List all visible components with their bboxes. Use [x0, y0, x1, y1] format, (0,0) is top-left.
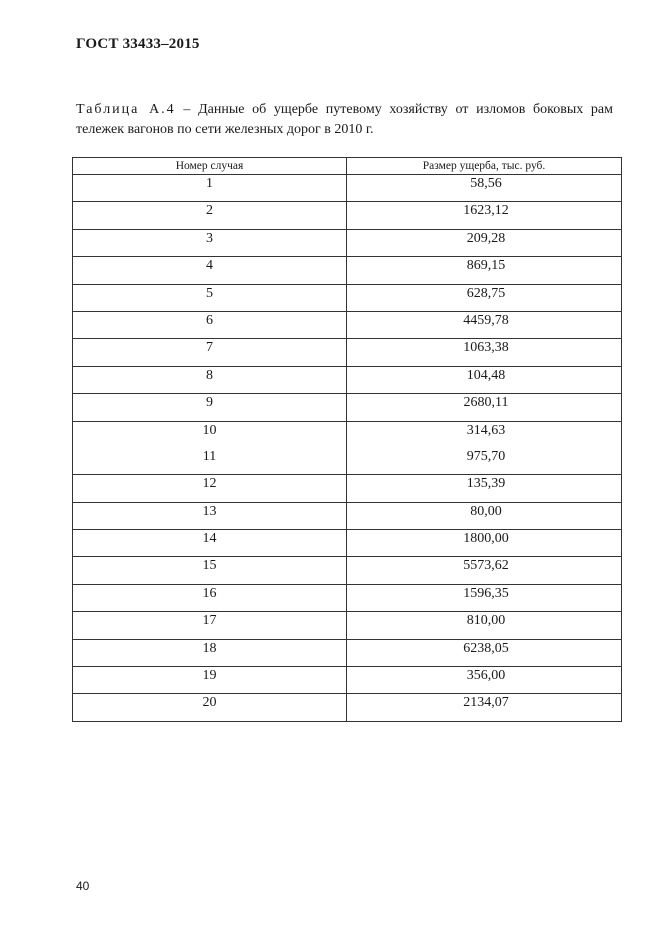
- table-body: [73, 175, 622, 722]
- damage-table-container: [72, 157, 621, 722]
- damage-amount-cell: 628,75: [347, 284, 622, 311]
- table-row: [73, 557, 622, 584]
- case-number-cell: 15: [73, 557, 347, 584]
- damage-amount-cell: 6238,05: [347, 639, 622, 666]
- table-row: [73, 448, 622, 475]
- table-header-row: [73, 158, 622, 175]
- case-number-cell: 14: [73, 530, 347, 557]
- case-number-cell: 18: [73, 639, 347, 666]
- damage-amount-cell: 135,39: [347, 475, 622, 502]
- damage-amount-cell: 2134,07: [347, 694, 622, 721]
- damage-amount-cell: 104,48: [347, 366, 622, 393]
- table-row: [73, 366, 622, 393]
- damage-amount-cell: 4459,78: [347, 311, 622, 338]
- damage-amount-cell: 1623,12: [347, 202, 622, 229]
- case-number-cell: 13: [73, 502, 347, 529]
- table-row: [73, 202, 622, 229]
- case-number-cell: 8: [73, 366, 347, 393]
- table-row: [73, 421, 622, 448]
- table-row: [73, 502, 622, 529]
- case-number-cell: 6: [73, 311, 347, 338]
- damage-amount-cell: 2680,11: [347, 394, 622, 421]
- case-number-cell: 1: [73, 175, 347, 202]
- damage-amount-cell: 356,00: [347, 667, 622, 694]
- case-number-cell: 16: [73, 584, 347, 611]
- table-caption-text: – Данные об ущербе путевому хозяйству от изломов боковых рам тележек вагонов по сети железных дорог в 2010 г.: [76, 102, 613, 137]
- case-number-cell: 19: [73, 667, 347, 694]
- damage-amount-cell: 58,56: [347, 175, 622, 202]
- damage-amount-cell: 209,28: [347, 229, 622, 256]
- damage-amount-cell: 869,15: [347, 257, 622, 284]
- case-number-cell: 4: [73, 257, 347, 284]
- damage-amount-cell: 1063,38: [347, 339, 622, 366]
- table-row: [73, 284, 622, 311]
- case-number-cell: 12: [73, 475, 347, 502]
- page-number: 40: [76, 879, 90, 893]
- table-row: [73, 694, 622, 721]
- table-row: [73, 612, 622, 639]
- table-row: [73, 311, 622, 338]
- table-caption: [76, 100, 613, 140]
- damage-amount-cell: 1596,35: [347, 584, 622, 611]
- document-id: ГОСТ 33433–2015: [76, 36, 200, 52]
- column-header-damage-amount: Размер ущерба, тыс. руб.: [347, 158, 622, 175]
- table-row: [73, 394, 622, 421]
- case-number-cell: 10: [73, 421, 347, 448]
- table-row: [73, 175, 622, 202]
- case-number-cell: 3: [73, 229, 347, 256]
- table-row: [73, 584, 622, 611]
- damage-table: [72, 157, 622, 722]
- damage-amount-cell: 80,00: [347, 502, 622, 529]
- case-number-cell: 17: [73, 612, 347, 639]
- case-number-cell: 11: [73, 448, 347, 475]
- table-row: [73, 639, 622, 666]
- case-number-cell: 9: [73, 394, 347, 421]
- damage-amount-cell: 810,00: [347, 612, 622, 639]
- damage-amount-cell: 314,63: [347, 421, 622, 448]
- damage-amount-cell: 975,70: [347, 448, 622, 475]
- table-row: [73, 530, 622, 557]
- table-row: [73, 339, 622, 366]
- case-number-cell: 2: [73, 202, 347, 229]
- column-header-case-number: Номер случая: [73, 158, 347, 175]
- table-row: [73, 257, 622, 284]
- table-row: [73, 475, 622, 502]
- case-number-cell: 7: [73, 339, 347, 366]
- table-caption-prefix: Таблица А.4: [76, 102, 176, 117]
- case-number-cell: 20: [73, 694, 347, 721]
- damage-amount-cell: 5573,62: [347, 557, 622, 584]
- case-number-cell: 5: [73, 284, 347, 311]
- damage-amount-cell: 1800,00: [347, 530, 622, 557]
- table-row: [73, 229, 622, 256]
- table-row: [73, 667, 622, 694]
